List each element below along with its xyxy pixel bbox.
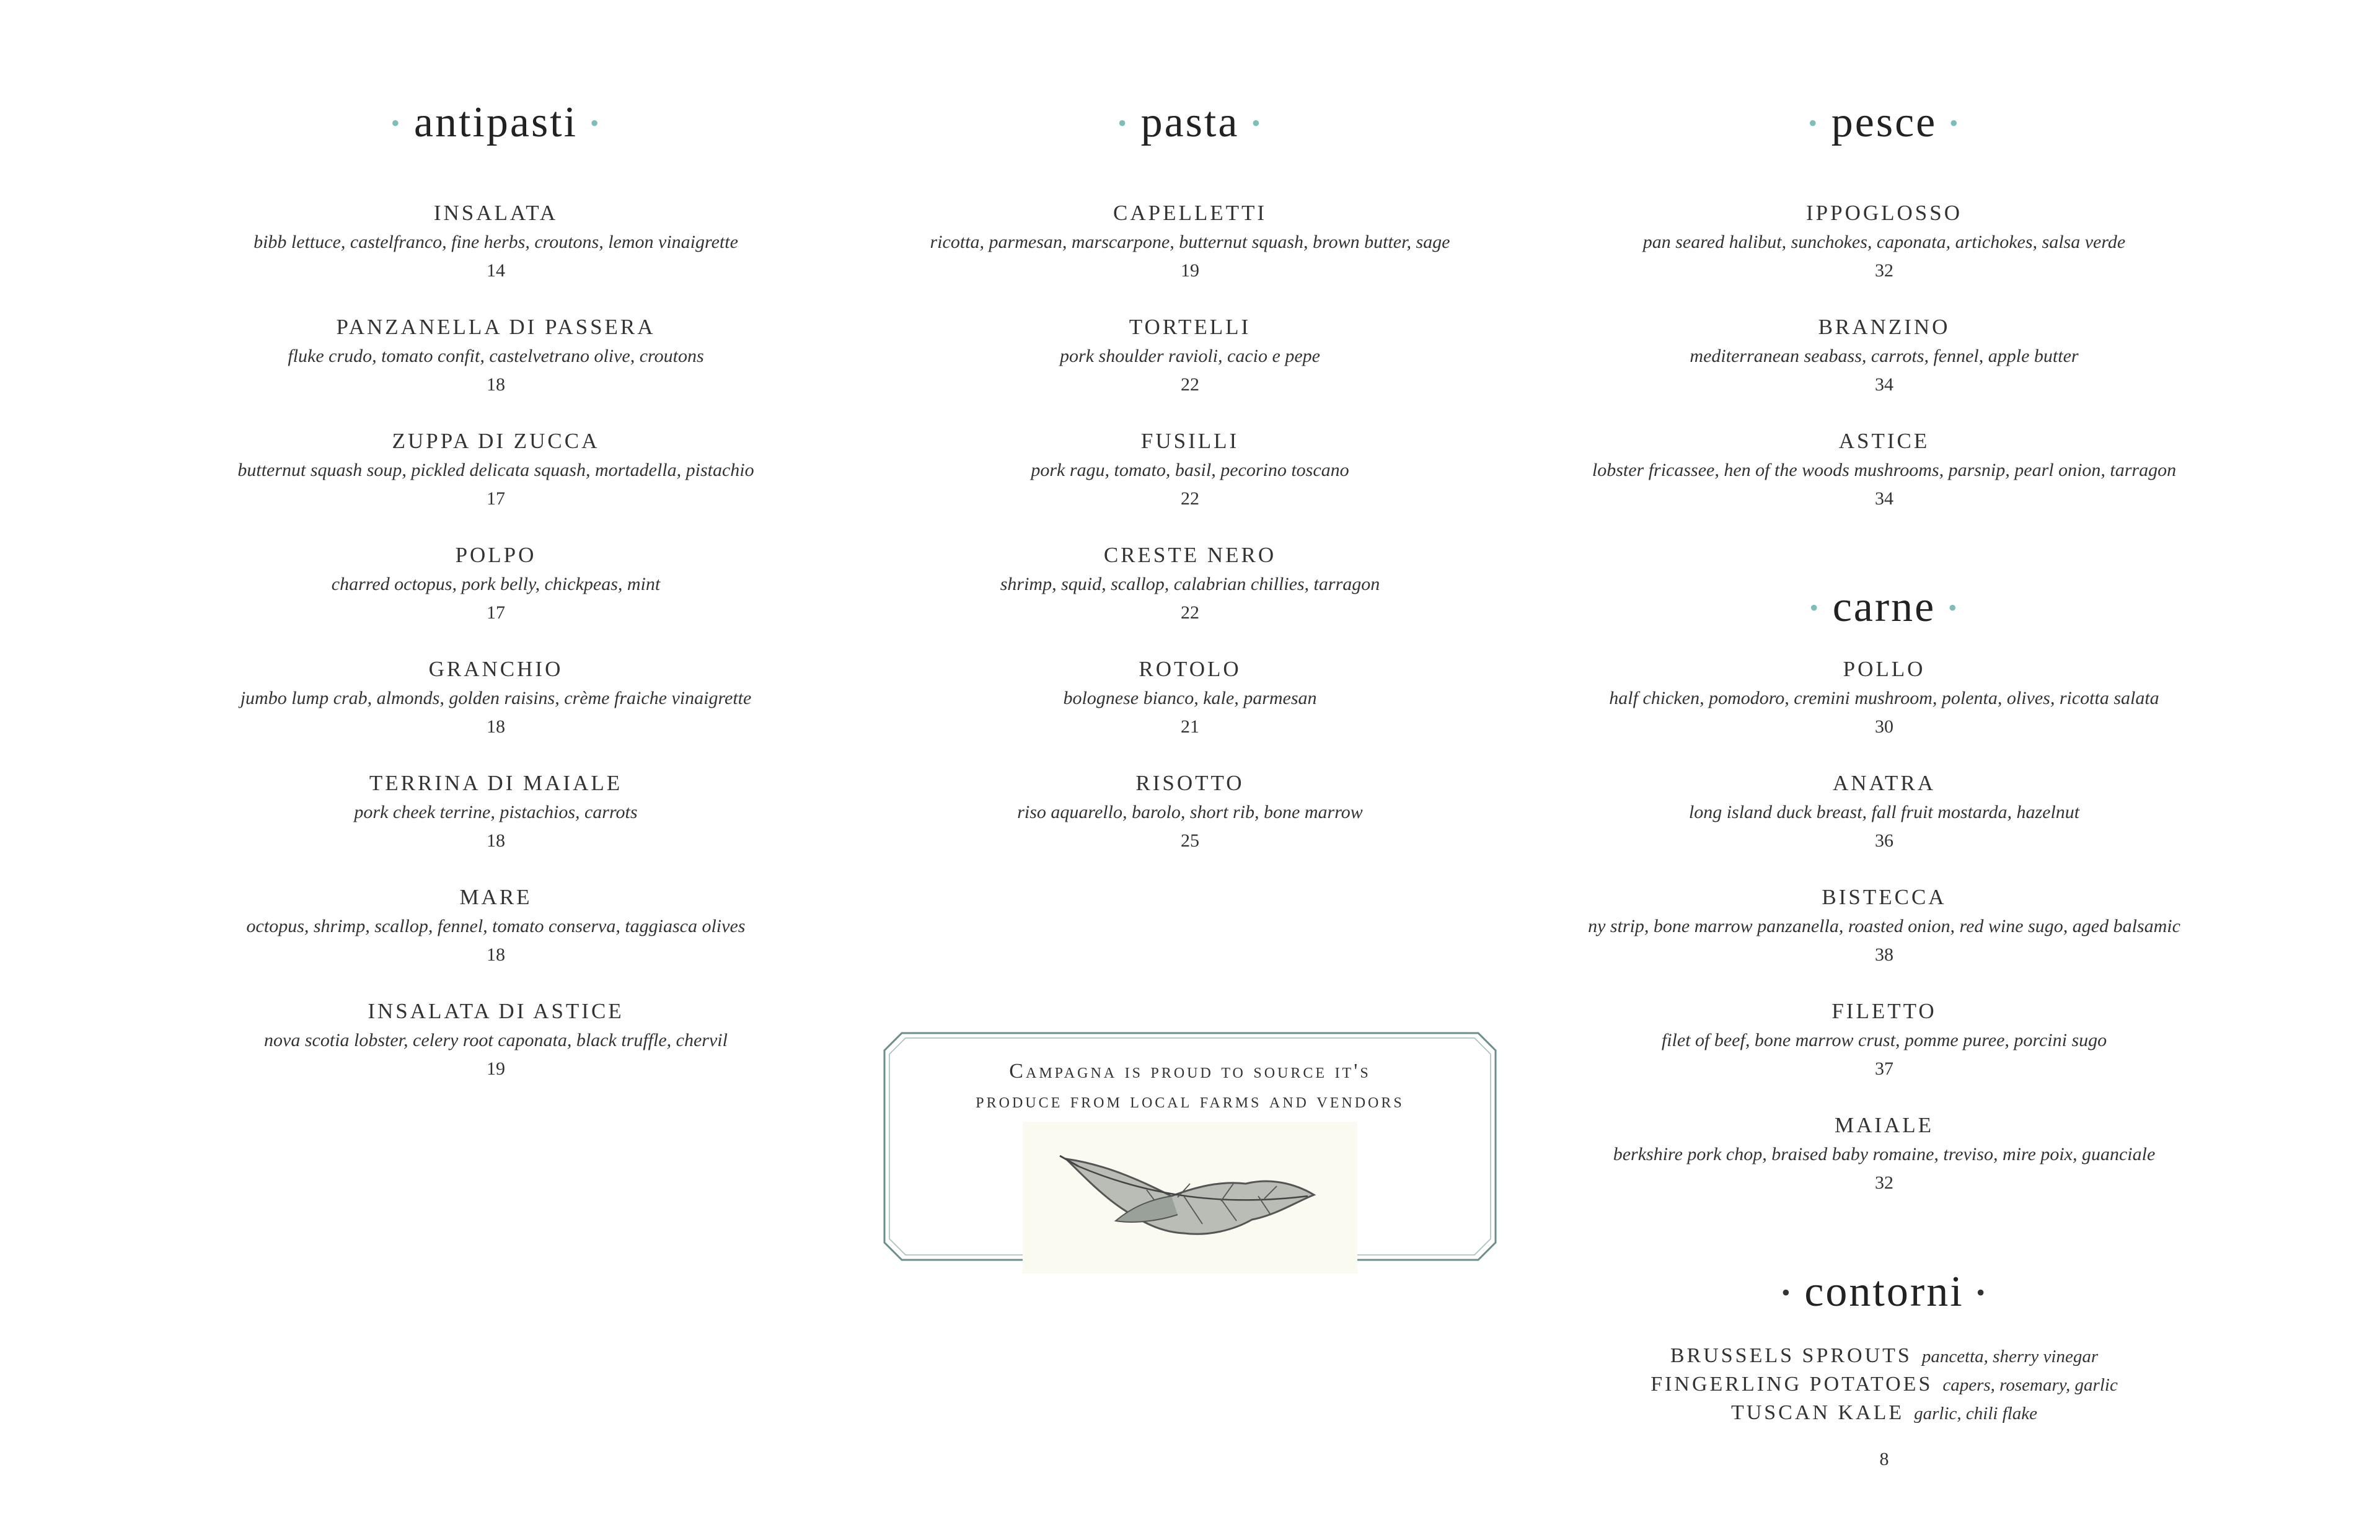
menu-item xyxy=(880,654,1500,741)
item-name: INSALATA xyxy=(433,201,558,225)
contorni-item xyxy=(1574,1370,2194,1402)
item-name: FILETTO xyxy=(1831,999,1937,1023)
item-price: 17 xyxy=(487,602,505,623)
page-number: 8 xyxy=(1879,1449,1889,1469)
item-name: ASTICE xyxy=(1838,429,1930,453)
menu-item xyxy=(186,882,806,969)
item-desc: octopus, shrimp, scallop, fennel, tomato conserva, taggiasca olives xyxy=(246,916,746,936)
promo-line-2: produce from local farms and vendors xyxy=(976,1089,1404,1112)
dot-icon: • xyxy=(1808,108,1819,137)
pesce-heading: • pesce • xyxy=(1808,99,1960,146)
menu-item xyxy=(186,198,806,285)
menu-item xyxy=(186,426,806,513)
promo-line-1: Campagna is proud to source it's xyxy=(1009,1060,1371,1083)
item-desc: jumbo lump crab, almonds, golden raisins, crème fraiche vinaigrette xyxy=(240,688,752,708)
item-desc: pork cheek terrine, pistachios, carrots xyxy=(354,802,638,822)
menu-item xyxy=(1574,426,2194,513)
item-desc: ny strip, bone marrow panzanella, roasted onion, red wine sugo, aged balsamic xyxy=(1588,916,2180,936)
menu-item xyxy=(1574,1111,2194,1197)
item-name: TUSCAN KALE xyxy=(1730,1401,1905,1424)
item-price: 19 xyxy=(487,1058,505,1079)
item-price: 34 xyxy=(1875,374,1893,395)
menu-item xyxy=(186,540,806,627)
dot-icon: • xyxy=(1809,593,1820,622)
item-name: MAIALE xyxy=(1834,1113,1934,1137)
item-desc: berkshire pork chop, braised baby romaine, treviso, mire poix, guanciale xyxy=(1613,1144,2156,1164)
item-desc: butternut squash soup, pickled delicata squash, mortadella, pistachio xyxy=(237,460,754,480)
item-desc: charred octopus, pork belly, chickpeas, mint xyxy=(331,574,661,594)
item-name: MARE xyxy=(459,885,532,909)
pasta-heading: • pasta • xyxy=(1117,99,1263,146)
item-desc: bibb lettuce, castelfranco, fine herbs, croutons, lemon vinaigrette xyxy=(253,232,738,252)
item-price: 17 xyxy=(487,488,505,509)
item-price: 19 xyxy=(1181,260,1199,281)
item-name: IPPOGLOSSO xyxy=(1806,201,1962,225)
dot-icon: • xyxy=(1949,108,1960,137)
item-desc: capers, rosemary, garlic xyxy=(1942,1375,2118,1395)
item-name: INSALATA DI ASTICE xyxy=(368,999,624,1023)
item-name: FUSILLI xyxy=(1140,429,1240,453)
local-sourcing-note xyxy=(883,1032,1497,1261)
menu-item xyxy=(1574,312,2194,399)
menu-item xyxy=(1574,654,2194,741)
dot-icon: • xyxy=(1781,1278,1792,1306)
item-name: ANATRA xyxy=(1833,771,1936,795)
menu-item xyxy=(186,312,806,399)
contorni-item xyxy=(1574,1399,2194,1431)
item-name: CAPELLETTI xyxy=(1113,201,1267,225)
item-desc: bolognese bianco, kale, parmesan xyxy=(1063,688,1317,708)
menu-item xyxy=(880,198,1500,285)
item-name: GRANCHIO xyxy=(428,657,563,681)
item-name: RISOTTO xyxy=(1135,771,1245,795)
dot-icon: • xyxy=(1948,593,1959,622)
item-desc: fluke crudo, tomato confit, castelvetrano olive, croutons xyxy=(288,346,704,366)
item-name: BRANZINO xyxy=(1818,315,1950,339)
pasta-column xyxy=(880,0,1500,992)
item-name: CRESTE NERO xyxy=(1103,543,1277,567)
item-name: POLLO xyxy=(1843,657,1926,681)
item-price: 21 xyxy=(1181,716,1199,737)
contorni-item xyxy=(1574,1342,2194,1374)
item-price: 18 xyxy=(487,830,505,851)
menu-item xyxy=(186,997,806,1083)
item-price: 32 xyxy=(1875,1173,1893,1193)
item-desc: pork ragu, tomato, basil, pecorino toscano xyxy=(1031,460,1349,480)
contorni-heading: • contorni • xyxy=(1781,1268,1987,1316)
item-desc: half chicken, pomodoro, cremini mushroom, polenta, olives, ricotta salata xyxy=(1609,688,2159,708)
carne-heading: • carne • xyxy=(1809,583,1959,631)
item-price: 18 xyxy=(487,374,505,395)
dot-icon: • xyxy=(390,108,402,137)
dot-icon: • xyxy=(1976,1278,1987,1306)
antipasti-column xyxy=(186,0,806,1540)
menu-item xyxy=(1574,997,2194,1083)
item-desc: pancetta, sherry vinegar xyxy=(1921,1347,2099,1366)
item-price: 30 xyxy=(1875,716,1893,737)
item-price: 14 xyxy=(487,260,505,281)
item-name: ZUPPA DI ZUCCA xyxy=(392,429,600,453)
menu-item xyxy=(186,654,806,741)
item-desc: pan seared halibut, sunchokes, caponata, artichokes, salsa verde xyxy=(1642,232,2126,252)
dot-icon: • xyxy=(1251,108,1263,137)
item-desc: mediterranean seabass, carrots, fennel, apple butter xyxy=(1690,346,2079,366)
item-name: BISTECCA xyxy=(1822,885,1947,909)
item-name: TORTELLI xyxy=(1129,315,1251,339)
item-price: 22 xyxy=(1181,602,1199,623)
item-price: 36 xyxy=(1875,830,1893,851)
item-price: 37 xyxy=(1875,1058,1893,1079)
item-name: TERRINA DI MAIALE xyxy=(369,771,623,795)
item-desc: shrimp, squid, scallop, calabrian chillies, tarragon xyxy=(1000,574,1380,594)
item-name: POLPO xyxy=(455,543,537,567)
item-name: FINGERLING POTATOES xyxy=(1651,1373,1933,1396)
item-desc: pork shoulder ravioli, cacio e pepe xyxy=(1060,346,1320,366)
item-desc: riso aquarello, barolo, short rib, bone marrow xyxy=(1017,802,1363,822)
item-price: 22 xyxy=(1181,374,1199,395)
promo-text xyxy=(883,1057,1497,1116)
item-price: 38 xyxy=(1875,944,1893,965)
menu-item xyxy=(880,540,1500,627)
item-desc: lobster fricassee, hen of the woods mushrooms, parsnip, pearl onion, tarragon xyxy=(1592,460,2177,480)
item-price: 25 xyxy=(1181,830,1199,851)
menu-item xyxy=(880,768,1500,855)
menu-item xyxy=(1574,882,2194,969)
menu-item xyxy=(1574,198,2194,285)
item-name: PANZANELLA DI PASSERA xyxy=(336,315,656,339)
item-price: 32 xyxy=(1875,260,1893,281)
menu-item xyxy=(186,768,806,855)
item-desc: garlic, chili flake xyxy=(1914,1404,2038,1423)
menu-item xyxy=(1574,768,2194,855)
antipasti-heading: • antipasti • xyxy=(390,99,601,146)
leaf-illustration-icon xyxy=(1023,1122,1357,1274)
item-desc: ricotta, parmesan, marscarpone, butternut squash, brown butter, sage xyxy=(930,232,1450,252)
item-price: 34 xyxy=(1875,488,1893,509)
item-name: ROTOLO xyxy=(1139,657,1241,681)
item-desc: nova scotia lobster, celery root caponata, black truffle, chervil xyxy=(264,1030,728,1050)
item-name: BRUSSELS SPROUTS xyxy=(1670,1344,1912,1367)
menu-item xyxy=(880,426,1500,513)
item-price: 22 xyxy=(1181,488,1199,509)
menu-item xyxy=(880,312,1500,399)
item-desc: filet of beef, bone marrow crust, pomme puree, porcini sugo xyxy=(1661,1030,2107,1050)
item-price: 18 xyxy=(487,944,505,965)
dot-icon: • xyxy=(1117,108,1129,137)
item-price: 18 xyxy=(487,716,505,737)
pesce-carne-column xyxy=(1574,0,2194,1540)
item-desc: long island duck breast, fall fruit mostarda, hazelnut xyxy=(1688,802,2080,822)
dot-icon: • xyxy=(590,108,601,137)
